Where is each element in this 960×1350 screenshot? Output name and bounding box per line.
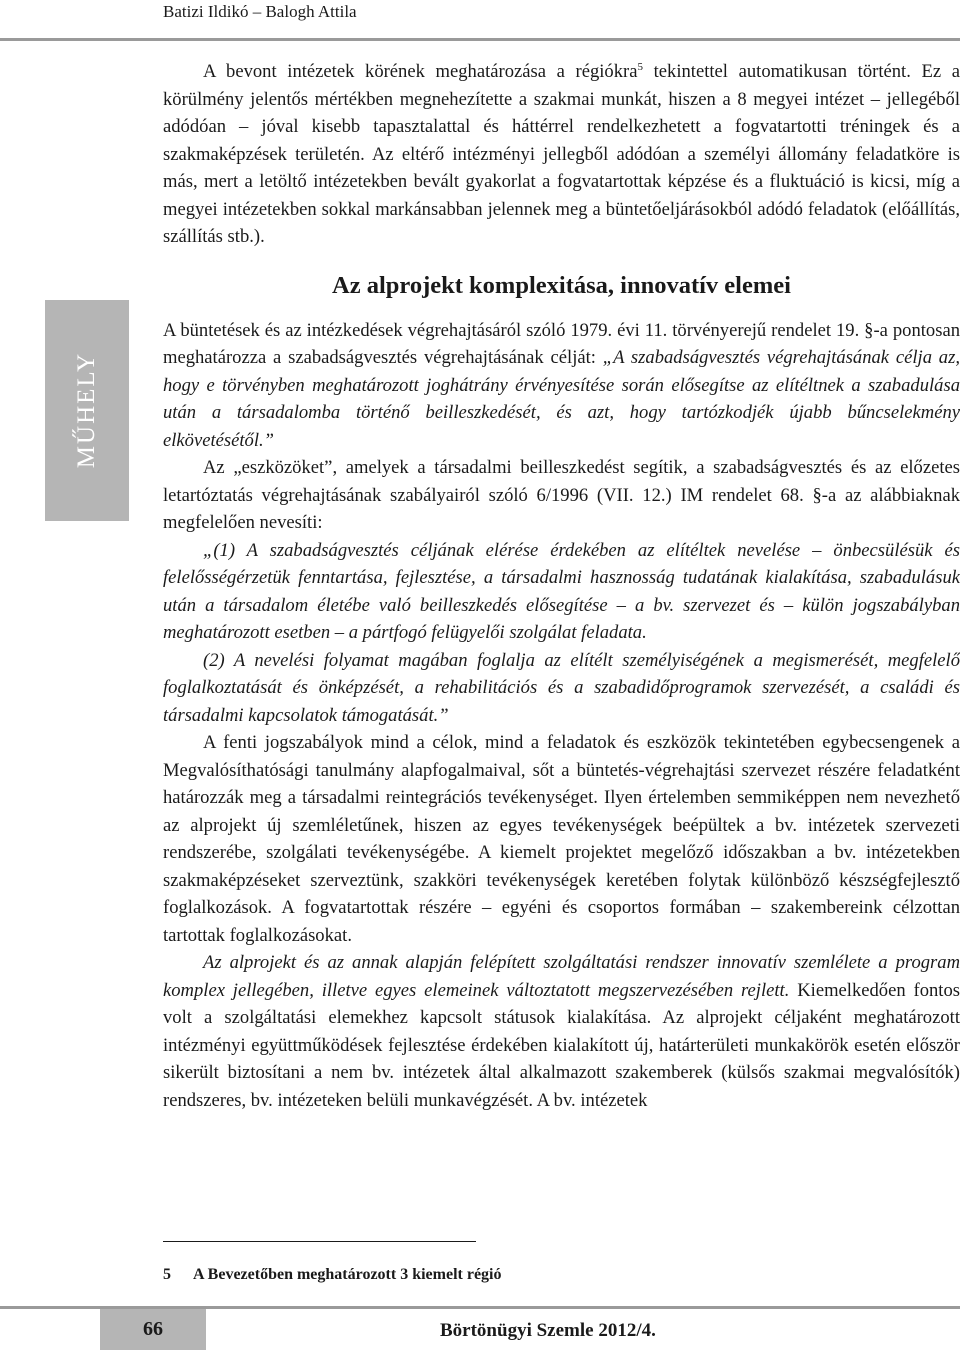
section-side-tab — [45, 300, 129, 521]
quote-item-1: „(1) A szabadságvesztés céljának elérése érdekében az elítéltek nevelése – önbecsülésük és felelősségérzetük fenntartása, fejlesztése, a társadalmi hasznosság tudatának kialakítása, szabadulásuk után a társadalom életébe való beilleszkedés elősegítése – a bv. szervezet és – külön jogszabályban meghatározott esetben – a pártfogó felügyelői szolgálat feladata. — [163, 539, 960, 643]
quoted-law: „A szabadságvesztés végrehajtásának célja az, hogy e törvényben meghatározott joghátrány érvényesítése során elősegítse az elítéltnek a szabadulása után a társadalomba történő beilleszkedését, és azt, hogy tartózkodjék újabb bűncselekmény elkövetésétől.” — [163, 347, 960, 451]
section-heading: Az alprojekt komplexitása, innovatív elemei — [332, 271, 791, 299]
footnote-divider — [163, 1241, 476, 1242]
footnote — [163, 1266, 923, 1284]
article-body — [163, 58, 960, 1114]
paragraph-5: Az alprojekt és az annak alapján felépített szolgáltatási rendszer innovatív szemlélete a program komplex jellegében, illetve egyes elemeinek változtatott megszervezésében rejlett. Kiemelkedően fontos volt a szolgáltatási elemekhez kapcsolt státusok kialakítása. Az alprojekt céljaként meghatározott intézményi együttműködések fejlesztése érdekében kialakított új, határterületi munkakörök esetén először sikerült biztosítani a nem bv. intézetek által alkalmazott szakemberek (külsős szakmai megvalósítók) rendszeres, bv. intézeteken belüli munkavégzését. A bv. intézetek — [163, 952, 960, 1111]
journal-title: Börtönügyi Szemle 2012/4. — [440, 1320, 656, 1341]
footnote-number: 5 — [163, 1266, 171, 1283]
running-footer — [0, 1306, 960, 1350]
page-number-box — [100, 1309, 206, 1350]
paragraph-2: A büntetések és az intézkedések végrehajtásáról szóló 1979. évi 11. törvényerejű rendelet 19. §-a pontosan meghatározza a szabadságvesztés végrehajtásának célját: „A szabadságvesztés végrehajtásának célja az, hogy e törvényben meghatározott joghátrány érvényesítése során elősegítse az elítéltnek a szabadulása után a társadalomba történő beilleszkedését, és azt, hogy tartózkodjék újabb bűncselekmény elkövetésétől.” — [163, 319, 960, 451]
footnote-text: A Bevezetőben meghatározott 3 kiemelt régió — [193, 1266, 502, 1283]
paragraph-4: A fenti jogszabályok mind a célok, mind a feladatok és eszközök tekintetében egybecsengenek a Megvalósíthatósági tanulmány alapfogalmaival, sőt a büntetés-végrehajtási szervezet részére feladatként határozzák meg a társadalmi reintegrációs tevékenységet. Ilyen értelemben semmiképpen nem nevezhető az alprojekt új szemléletűnek, hiszen az egyes tevékenységek beépültek a bv. intézetek szervezeti rendszerébe, szolgálati tevékenységébe. A kiemelt projektet megelőző időszakban a bv. intézetekben szakmaképzéseket szerveztünk, szakköri tevékenységek keretében folytak különböző készségfejlesztő foglalkozások. A fogvatartottak részére – egyéni és csoportos formában – szakembereink célzottan tartottak foglalkozásokat. — [163, 732, 960, 946]
footnote-ref: 5 — [637, 61, 643, 73]
page-number: 66 — [143, 1318, 163, 1340]
paragraph-3: Az „eszközöket”, amelyek a társadalmi beilleszkedést segítik, a szabadságvesztés és az előzetes letartóztatás végrehajtásának szabályairól szóló 6/1996 (VII. 12.) IM rendelet 68. §-a az alábbiaknak megfelelően nevesíti: — [163, 457, 960, 533]
running-header — [0, 0, 960, 41]
quote-item-2: (2) A nevelési folyamat magában foglalja az elítélt személyiségének a megismerését, megfelelő foglalkoztatását és önképzését, a rehabilitációs és a szabadidőprogramok szervezését, a családi és társadalmi kapcsolatok támogatását.” — [163, 649, 960, 726]
paragraph-1: A bevont intézetek körének meghatározása a régiókra$^5$ tekintettel automatikusan történt. Ez a körülmény jelentős mértékben megnehezítette a szakmai munkát, hiszen a 8 megyei intézet – jellegéből adódóan – jóval kisebb tapasztalattal és háttérrel rendelkezhetett a fogvatartotti tréningek és a szakmaképzések területén. Az eltérő intézményi jellegből adódóan a személyi állomány feladatköre is más, mert a letöltő intézetekben bevált gyakorlat a fogvatartottak képzése és a fluktuáció is kicsi, míg a megyei intézetekben sokkal markánsabban jelennek meg a büntetőeljárásokból adódó feladatok (előállítás, szállítás stb.). — [163, 61, 960, 247]
side-tab-label: MŰHELY — [73, 351, 100, 469]
header-author: Batizi Ildikó – Balogh Attila — [163, 2, 357, 21]
